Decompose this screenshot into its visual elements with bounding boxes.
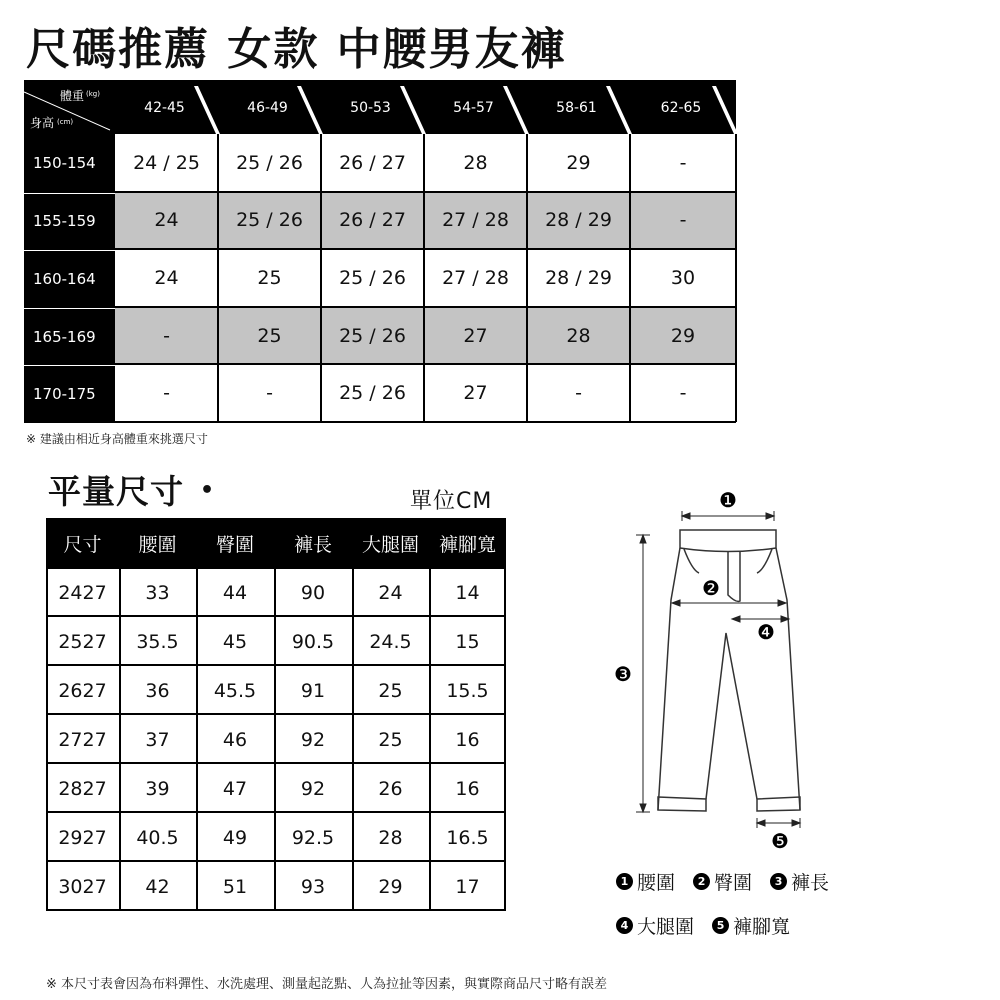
flat-value-cell: 37 — [145, 728, 170, 751]
size-cell: 27 / 28 — [442, 266, 509, 289]
flat-measure-table — [46, 518, 506, 910]
size-cell: 29 — [566, 151, 591, 174]
grid-line — [735, 134, 737, 422]
size-recommendation-table — [24, 86, 736, 422]
size-cell: 26 / 27 — [339, 151, 406, 174]
size-cell: - — [679, 151, 687, 174]
flat-value-cell: 47 — [222, 777, 248, 800]
size-cell: - — [630, 192, 736, 250]
grid-line — [46, 713, 506, 715]
flat-value-cell: 35.5 — [136, 630, 179, 653]
size-cell: 25 / 26 — [339, 382, 406, 405]
pants-fly — [728, 552, 740, 601]
flat-value-cell: 46 — [222, 728, 248, 751]
flat-value-cell: 39 — [145, 777, 170, 800]
legend-label-thigh: 大腿圍 — [637, 916, 695, 938]
pants-left-outline — [658, 548, 680, 810]
legend-item-hip — [693, 868, 752, 895]
marker-3: ❸ — [614, 662, 632, 686]
flat-value-cell: 15 — [455, 630, 480, 653]
size-cell: 24 — [154, 266, 179, 289]
grid-line — [46, 909, 506, 911]
size-cell: 27 — [424, 307, 527, 365]
legend-badge-5: 5 — [712, 917, 729, 934]
corner-height-label: 身高 — [30, 116, 55, 130]
flat-header-cell: 臀圍 — [196, 518, 274, 568]
grid-line — [46, 860, 506, 862]
legend-item-thigh — [616, 912, 694, 939]
flat-header-cell: 腰圍 — [119, 518, 196, 568]
flat-value-cell: 33 — [145, 581, 170, 604]
legend-badge-3: 3 — [770, 873, 787, 890]
size-cell: 27 — [463, 382, 488, 405]
pants-right-pocket — [757, 549, 772, 573]
size-cell: 27 / 28 — [424, 192, 527, 250]
flat-value-cell: 15.5 — [446, 679, 489, 702]
grid-line — [24, 248, 736, 250]
size-cell: 28 — [527, 307, 630, 365]
size-cell: 30 — [670, 266, 696, 289]
pants-left-pocket — [684, 549, 699, 573]
legend-badge-2: 2 — [693, 873, 710, 890]
recommendation-note: ※ 建議由相近身高體重來挑選尺寸 — [26, 432, 208, 446]
marker-5: ❺ — [771, 829, 789, 853]
grid-line — [46, 664, 506, 666]
grid-line — [24, 421, 736, 423]
height-range-label: 165-169 — [24, 309, 115, 365]
legend-item-length — [770, 868, 829, 895]
flat-value-cell: 14 — [455, 581, 480, 604]
grid-line — [46, 762, 506, 764]
flat-value-cell: 29 — [378, 875, 403, 898]
flat-value-cell: 90 — [300, 581, 326, 604]
grid-line — [46, 615, 506, 617]
flat-value-cell: 93 — [300, 875, 326, 898]
grid-line — [423, 134, 425, 422]
flat-value-cell: 42 — [145, 875, 170, 898]
size-cell: - — [575, 382, 582, 405]
height-range-label: 160-164 — [24, 251, 115, 307]
flat-value-cell: 36 — [145, 679, 170, 702]
grid-line — [526, 134, 528, 422]
grid-line — [24, 363, 736, 365]
pants-left-hem — [658, 797, 706, 811]
legend-item-waist — [616, 868, 675, 895]
unit-label: 單位CM — [410, 489, 493, 514]
corner-weight-label: 體重 — [60, 89, 85, 103]
size-cell: 25 / 26 — [339, 266, 406, 289]
flat-value-cell: 2827 — [58, 777, 107, 800]
height-range-label: 155-159 — [24, 194, 115, 250]
flat-value-cell: 2927 — [58, 826, 107, 849]
grid-line — [46, 567, 506, 569]
flat-value-cell: 92 — [300, 728, 326, 751]
size-cell: 26 / 27 — [321, 192, 424, 250]
marker-1: ❶ — [719, 488, 737, 512]
weight-range-label: 46-49 — [247, 100, 288, 116]
flat-value-cell: 44 — [222, 581, 248, 604]
grid-line — [24, 306, 736, 308]
flat-measure-title: 平量尺寸 — [48, 472, 184, 511]
pants-waistband — [680, 530, 776, 552]
legend-label-hip: 臀圍 — [714, 872, 753, 894]
legend-label-waist: 腰圍 — [637, 872, 676, 894]
size-cell: 24 / 25 — [133, 151, 200, 174]
pants-inseam — [706, 633, 757, 799]
pants-diagram — [600, 485, 820, 865]
size-cell: - — [679, 382, 687, 405]
flat-value-cell: 28 — [378, 826, 403, 849]
flat-value-cell: 92.5 — [291, 826, 335, 849]
size-cell: 25 / 26 — [236, 151, 303, 174]
flat-header-cell: 大腿圍 — [352, 518, 429, 568]
weight-range-label: 50-53 — [350, 100, 391, 116]
size-cell: 25 — [257, 266, 282, 289]
flat-value-cell: 2727 — [58, 728, 107, 751]
flat-value-cell: 3027 — [58, 875, 107, 898]
flat-value-cell: 40.5 — [136, 826, 179, 849]
grid-line — [629, 134, 631, 422]
flat-header-cell: 褲長 — [274, 518, 352, 568]
flat-header-cell: 尺寸 — [46, 518, 119, 568]
flat-value-cell: 92 — [300, 777, 326, 800]
flat-value-cell: 25 — [378, 679, 403, 702]
height-range-label: 170-175 — [24, 366, 115, 422]
flat-value-cell: 24.5 — [369, 630, 412, 653]
size-cell: 25 / 26 — [218, 192, 321, 250]
flat-value-cell: 2627 — [58, 679, 107, 702]
weight-range-label: 62-65 — [660, 100, 702, 116]
corner-weight-unit: (kg) — [86, 90, 100, 98]
weight-range-label: 58-61 — [556, 100, 597, 116]
flat-value-cell: 91 — [300, 679, 326, 702]
grid-line — [24, 191, 736, 193]
legend-row-2 — [616, 912, 790, 939]
size-cell: - — [115, 307, 218, 365]
height-range-label: 150-154 — [24, 134, 115, 192]
grid-line — [320, 134, 322, 422]
flat-value-cell: 90.5 — [291, 630, 335, 653]
flat-value-cell: 45 — [222, 630, 248, 653]
legend-badge-4: 4 — [616, 917, 633, 934]
flat-value-cell: 16.5 — [446, 826, 489, 849]
flat-header-cell: 褲腳寬 — [429, 518, 506, 568]
size-cell: 28 / 29 — [545, 266, 612, 289]
legend-row-1 — [616, 868, 829, 895]
flat-value-cell: 17 — [455, 875, 480, 898]
grid-line — [46, 811, 506, 813]
size-cell: 24 — [115, 192, 218, 250]
pants-right-hem — [757, 797, 800, 811]
weight-range-label: 42-45 — [144, 100, 185, 116]
page-title: 尺碼推薦 女款 中腰男友褲 — [26, 24, 567, 75]
flat-value-cell: 24 — [378, 581, 403, 604]
marker-2: ❷ — [702, 576, 720, 600]
pants-right-outline — [776, 548, 800, 810]
flat-value-cell: 2527 — [58, 630, 107, 653]
size-cell: 28 — [463, 151, 488, 174]
flat-value-cell: 26 — [378, 777, 403, 800]
size-cell: 25 — [218, 307, 321, 365]
flat-title-dot: • — [200, 478, 215, 503]
size-cell: - — [163, 382, 170, 405]
size-cell: 25 / 26 — [321, 307, 424, 365]
flat-value-cell: 51 — [222, 875, 248, 898]
flat-value-cell: 25 — [378, 728, 403, 751]
flat-value-cell: 2427 — [58, 581, 107, 604]
marker-4: ❹ — [757, 620, 775, 644]
legend-label-hem: 褲腳寬 — [733, 916, 791, 938]
legend-label-length: 褲長 — [791, 872, 830, 894]
flat-value-cell: 49 — [222, 826, 248, 849]
grid-line — [217, 134, 219, 422]
flat-value-cell: 16 — [455, 728, 480, 751]
footnote: ※ 本尺寸表會因為布料彈性、水洗處理、測量起訖點、人為拉扯等因素，與實際商品尺寸略有誤差 — [46, 977, 608, 992]
flat-value-cell: 45.5 — [213, 679, 257, 702]
size-cell: - — [266, 382, 273, 405]
corner-height-unit: (cm) — [57, 118, 74, 126]
legend-item-hem — [712, 912, 790, 939]
size-cell: 28 / 29 — [527, 192, 630, 250]
size-cell: 29 — [630, 307, 736, 365]
legend-badge-1: 1 — [616, 873, 633, 890]
weight-range-label: 54-57 — [453, 100, 494, 116]
flat-value-cell: 16 — [455, 777, 480, 800]
